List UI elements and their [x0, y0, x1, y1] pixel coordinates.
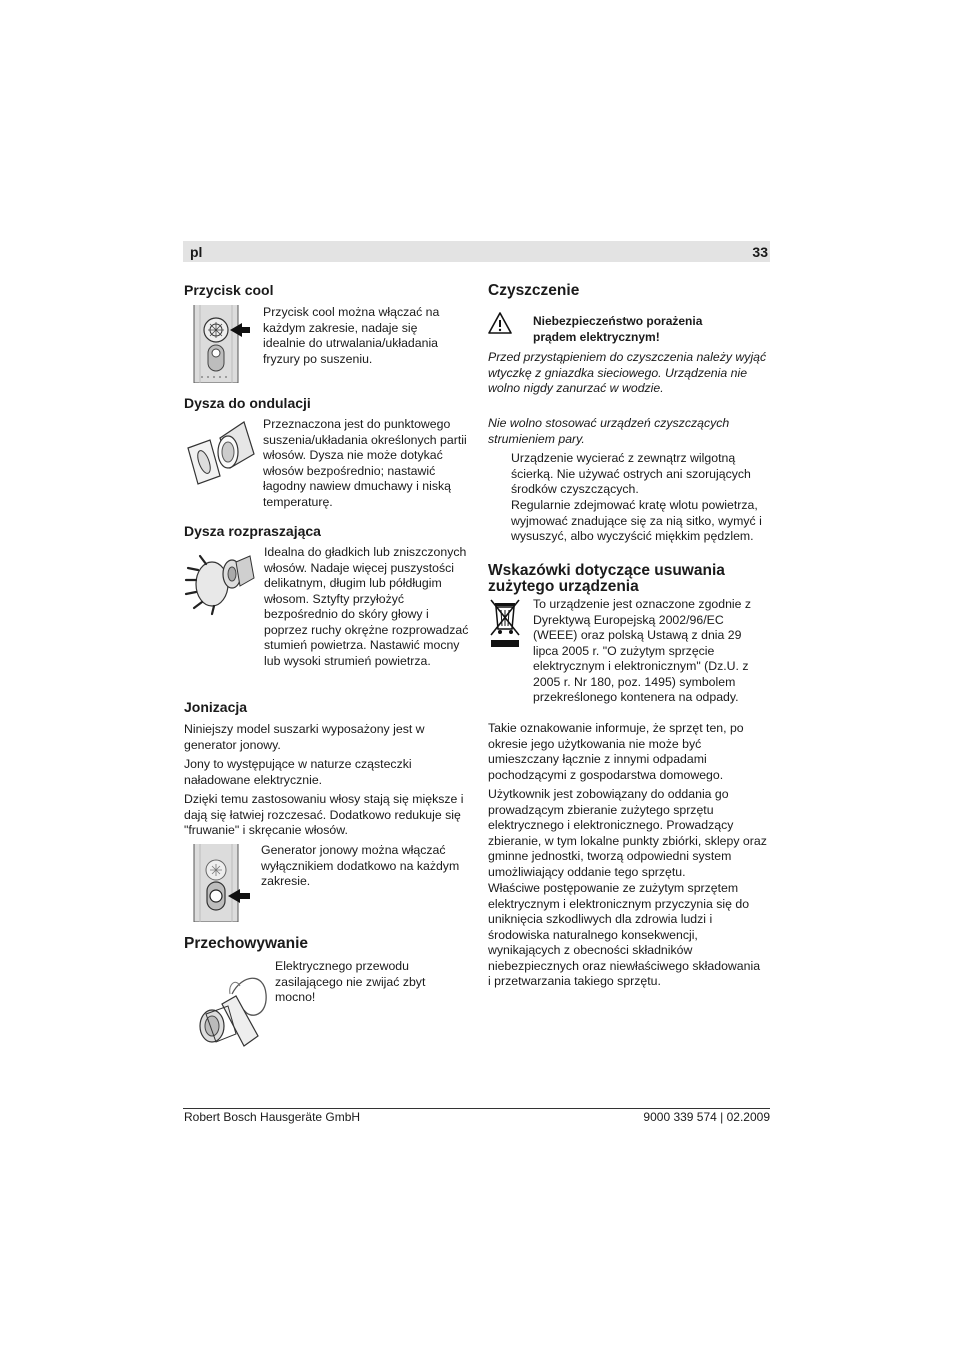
footer-doc-number: 9000 339 574 | 02.2009 — [643, 1110, 770, 1124]
concentrator-illustration — [184, 418, 256, 486]
storage-illustration — [192, 964, 270, 1056]
cool-button-heading: Przycisk cool — [184, 282, 274, 298]
ionization-paragraph-4: Generator jonowy można włączać wyłącznikiem dodatkowo na każdym zakresie. — [261, 843, 460, 888]
cleaning-heading: Czyszczenie — [488, 282, 580, 299]
cool-button-text: Przycisk cool można włączać na każdym zakresie, nadaje się idealnie do utrwalania/układania fryzury po suszeniu. — [263, 305, 440, 366]
disposal-paragraph-3: Właściwe postępowanie ze zużytym sprzętem elektrycznym i elektronicznym przyczynia się do uniknięcia szkodliwych dla zdrowia ludzi i środowiska naturalnego konsekwencji, wynikających z obecności składników niebezpiecznych oraz niewłaściwego składowania i przetwarzania takiego sprzętu. — [488, 881, 761, 988]
storage-heading: Przechowywanie — [184, 935, 309, 952]
storage-text: Elektrycznego przewodu zasilającego nie zwijać zbyt mocno! — [275, 959, 426, 1004]
ionization-paragraph-3: Dzięki temu zastosowaniu włosy stają się miększe i dają się łatwiej rozczesać. Dodatkowo redukuje się "fruwanie" i skręcanie włosów. — [184, 792, 464, 837]
ionization-paragraph-2: Jony to występujące w naturze cząsteczki naładowane elektrycznie. — [184, 757, 412, 787]
cleaning-paragraph-1: Urządzenie wycierać z zewnątrz wilgotną ścierką. Nie używać ostrych ani szorujących środków czyszczących. — [511, 451, 751, 496]
cleaning-warning-italic-2: Nie wolno stosować urządzeń czyszczących strumieniem pary. — [488, 416, 730, 446]
diffuser-text: Idealna do gładkich lub zniszczonych włosów. Nadaje więcej puszystości delikatnym, długim lub półdługim włosom. Sztyfty przyłożyć bezpośrednio do skóry głowy i poprzez ruchy okrężne rozprowadzać stumień powietrza. Nastawić mocny lub wysoki strumień powietrza. — [264, 545, 469, 668]
footer-company: Robert Bosch Hausgeräte GmbH — [184, 1110, 361, 1124]
ionization-paragraph-1: Niniejszy model suszarki wyposażony jest w generator jonowy. — [184, 722, 425, 752]
diffuser-illustration — [184, 548, 256, 616]
ion-switch-illustration — [190, 844, 252, 922]
disposal-heading: Wskazówki dotyczące usuwania zużytego urządzenia — [488, 562, 725, 595]
ionization-heading: Jonizacja — [184, 699, 248, 715]
diffuser-heading: Dysza rozpraszająca — [184, 523, 321, 539]
disposal-paragraph-2: Użytkownik jest zobowiązany do oddania go prowadzącym zbieranie zużytego sprzętu elektrycznego i elektronicznego. Prowadzący zbieranie, w tym lokalne punkty zbiórki, sklepy oraz gminne jednostki, tworzą odpowiedni system umożliwiający oddanie tego sprzętu. — [488, 787, 767, 879]
footer-divider — [183, 1108, 770, 1109]
header-bar — [183, 241, 770, 262]
language-code: pl — [190, 244, 203, 260]
concentrator-text: Przeznaczona jest do punktowego suszenia/układania określonych partii włosów. Dysza nie może dotykać włosów bezpośrednio; nastawić łagodny nawiew dmuchawy i niską temperaturę. — [263, 417, 467, 509]
electric-shock-warning: Niebezpieczeństwo porażenia prądem elektrycznym! — [533, 314, 703, 344]
cleaning-warning-italic-1: Przed przystąpieniem do czyszczenia należy wyjąć wtyczkę z gniazdka sieciowego. Urządzenia nie wolno nigdy zanurzać w wodzie. — [488, 350, 767, 395]
cleaning-paragraph-2: Regularnie zdejmować kratę wlotu powietrza, wyjmować znadujące się za nią sitko, wymyć i wysuszyć, albo wyczyścić miękkim pędzlem. — [511, 498, 762, 543]
warning-icon — [488, 312, 512, 334]
cool-button-illustration — [190, 305, 252, 383]
weee-text: To urządzenie jest oznaczone zgodnie z Dyrektywą Europejską 2002/96/EC (WEEE) oraz polską Ustawą z dnia 29 lipca 2005 r. "O zużytym sprzęcie elektrycznym i elektronicznym" (Dz.U. z 2005 r. Nr 180, poz. 1495) symbolem przekreślonego kontenera na odpady. — [533, 597, 752, 704]
concentrator-heading: Dysza do ondulacji — [184, 395, 311, 411]
page-number: 33 — [752, 244, 768, 260]
weee-crossed-bin-icon — [488, 597, 522, 649]
disposal-paragraph-1: Takie oznakowanie informuje, że sprzęt ten, po okresie jego użytkowania nie może być umieszczany łącznie z innymi odpadami pochodzącymi z gospodarstwa domowego. — [488, 721, 744, 782]
